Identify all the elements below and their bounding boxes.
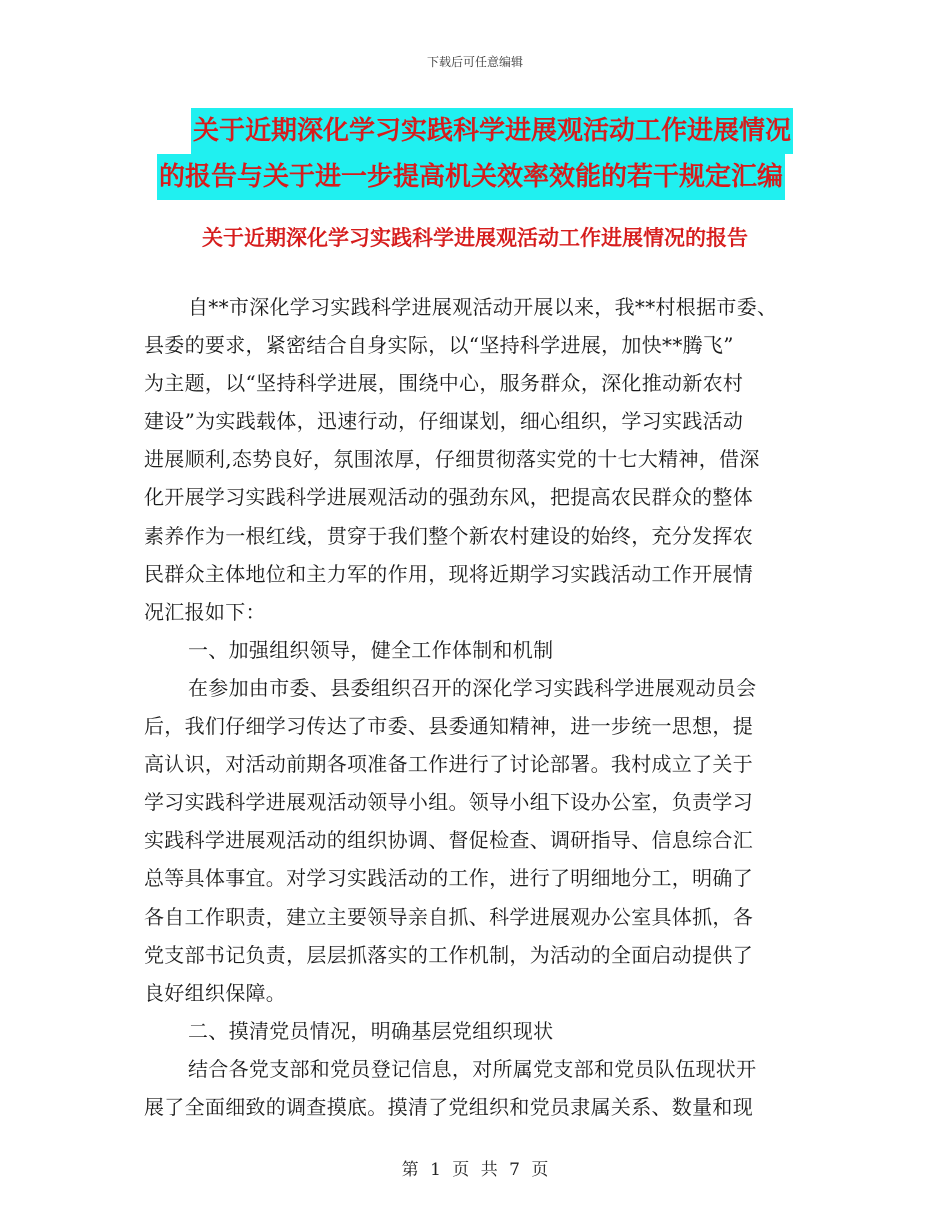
body-line: 总等具体事宜。对学习实践活动的工作，进行了明细地分工，明确了	[144, 866, 753, 891]
body-line: 况汇报如下：	[144, 599, 266, 624]
body-line: 民群众主体地位和主力军的作用，现将近期学习实践活动工作开展情	[144, 561, 753, 586]
body-line: 实践科学进展观活动的组织协调、督促检查、调研指导、信息综合汇	[144, 828, 753, 853]
body-line: 进展顺利,态势良好，氛围浓厚，仔细贯彻落实党的十七大精神，借深	[144, 447, 760, 472]
body-line: 为主题，以“坚持科学进展，围绕中心，服务群众，深化推动新农村	[144, 371, 744, 396]
body-line: 后，我们仔细学习传达了市委、县委通知精神，进一步统一思想，提	[144, 714, 753, 739]
body-line: 在参加由市委、县委组织召开的深化学习实践科学进展观动员会	[188, 675, 757, 700]
body-line: 各自工作职责，建立主要领导亲自抓、科学进展观办公室具体抓，各	[144, 904, 753, 929]
body-line: 素养作为一根红线，贯穿于我们整个新农村建设的始终，充分发挥农	[144, 523, 753, 548]
body-line: 建设”为实践载体，迅速行动，仔细谋划，细心组织，学习实践活动	[144, 409, 744, 434]
body-line: 学习实践科学进展观活动领导小组。领导小组下设办公室，负责学习	[144, 790, 753, 815]
body-line: 高认识，对活动前期各项准备工作进行了讨论部署。我村成立了关于	[144, 752, 753, 777]
body-line: 县委的要求，紧密结合自身实际，以“坚持科学进展，加快**腾飞”	[144, 333, 734, 358]
main-title-line-1: 关于近期深化学习实践科学进展观活动工作进展情况	[191, 108, 793, 154]
main-title-line-2: 的报告与关于进一步提高机关效率效能的若干规定汇编	[157, 154, 785, 200]
body-line: 自**市深化学习实践科学进展观活动开展以来，我**村根据市委、	[188, 295, 778, 319]
section-heading: 二、摸清党员情况，明确基层党组织现状	[188, 1018, 554, 1043]
body-line: 党支部书记负责，层层抓落实的工作机制，为活动的全面启动提供了	[144, 942, 753, 967]
body-line: 展了全面细致的调查摸底。摸清了党组织和党员隶属关系、数量和现	[144, 1094, 753, 1119]
report-title: 关于近期深化学习实践科学进展观活动工作进展情况的报告	[202, 226, 748, 250]
page-header-note: 下载后可任意编辑	[426, 55, 523, 69]
document-body	[144, 288, 804, 1126]
document-main-title	[157, 108, 817, 200]
body-line: 结合各党支部和党员登记信息，对所属党支部和党员队伍现状开	[188, 1056, 757, 1081]
section-heading: 一、加强组织领导，健全工作体制和机制	[188, 637, 554, 662]
body-line: 良好组织保障。	[144, 980, 287, 1005]
body-line: 化开展学习实践科学进展观活动的强劲东风，把提高农民群众的整体	[144, 485, 753, 510]
page-number-footer: 第 1 页 共 7 页	[401, 1160, 549, 1180]
